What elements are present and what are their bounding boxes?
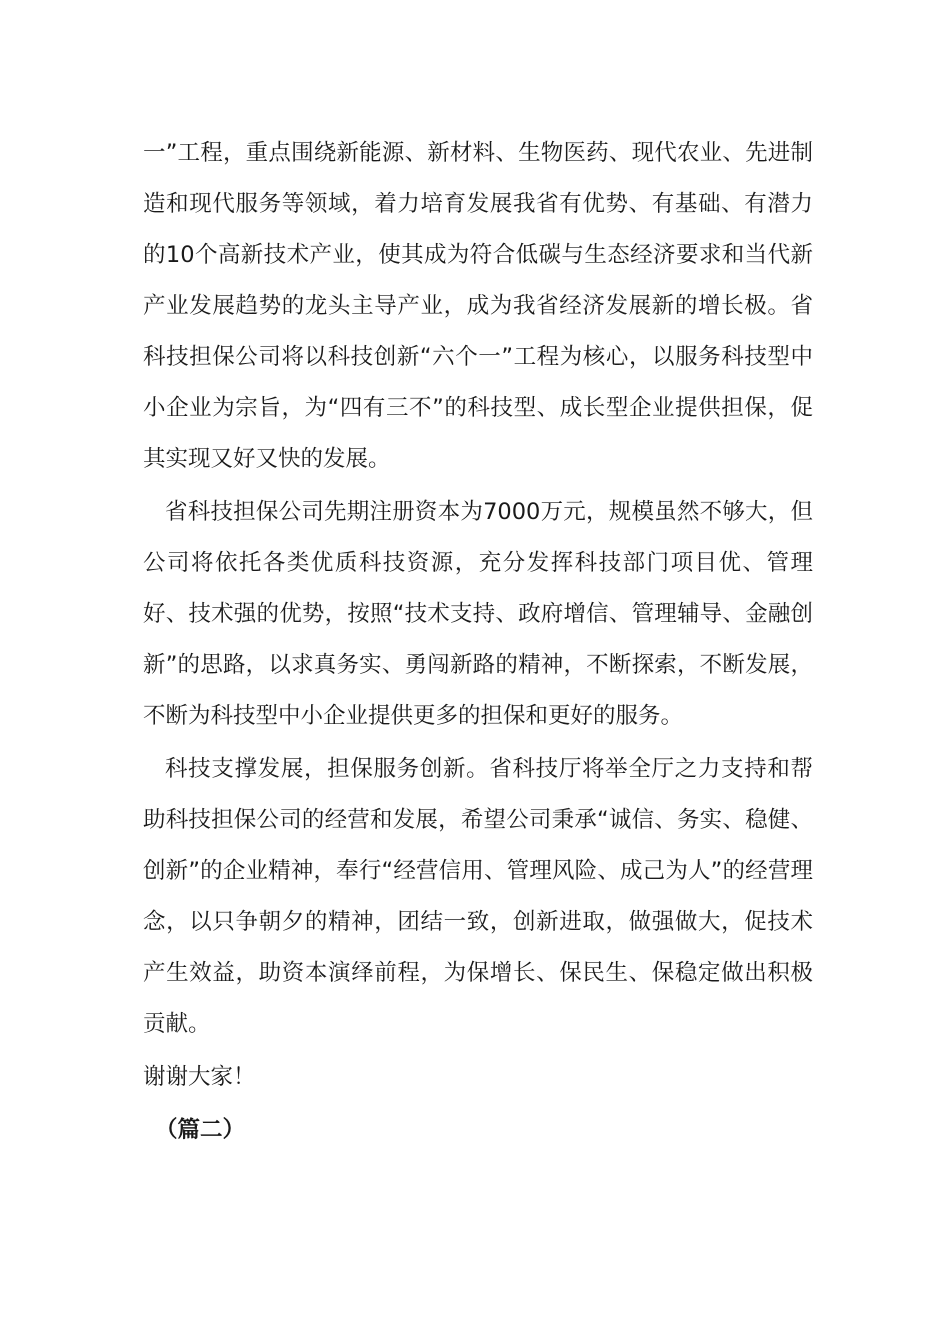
paragraph-1: 一”工程，重点围绕新能源、新材料、生物医药、现代农业、先进制造和现代服务等领域，着力培育发展我省有优势、有基础、有潜力的10个高新技术产业，使其成为符合低碳与生态经济要求和当代新产业发展趋势的龙头主导产业，成为我省经济发展新的增长极。省科技担保公司将以科技创新“六个一”工程为核心，以服务科技型中小企业为宗旨，为“四有三不”的科技型、成长型企业提供担保，促其实现又好又快的发展。 (143, 140, 813, 472)
paragraph-2: 省科技担保公司先期注册资本为7000万元，规模虽然不够大，但公司将依托各类优质科技资源，充分发挥科技部门项目优、管理好、技术强的优势，按照“技术支持、政府增信、管理辅导、金融创新”的思路，以求真务实、勇闯新路的精神，不断探索，不断发展，不断为科技型中小企业提供更多的担保和更好的服务。 (143, 499, 813, 729)
closing-line: 谢谢大家！ (143, 1064, 256, 1090)
section-heading: （篇二） (155, 1117, 246, 1143)
document-body (143, 128, 813, 1156)
paragraph-3: 科技支撑发展，担保服务创新。省科技厅将举全厅之力支持和帮助科技担保公司的经营和发展，希望公司秉承“诚信、务实、稳健、创新”的企业精神，奉行“经营信用、管理风险、成己为人”的经营理念，以只争朝夕的精神，团结一致，创新进取，做强做大，促技术产生效益，助资本演绎前程，为保增长、保民生、保稳定做出积极贡献。 (143, 756, 813, 1037)
